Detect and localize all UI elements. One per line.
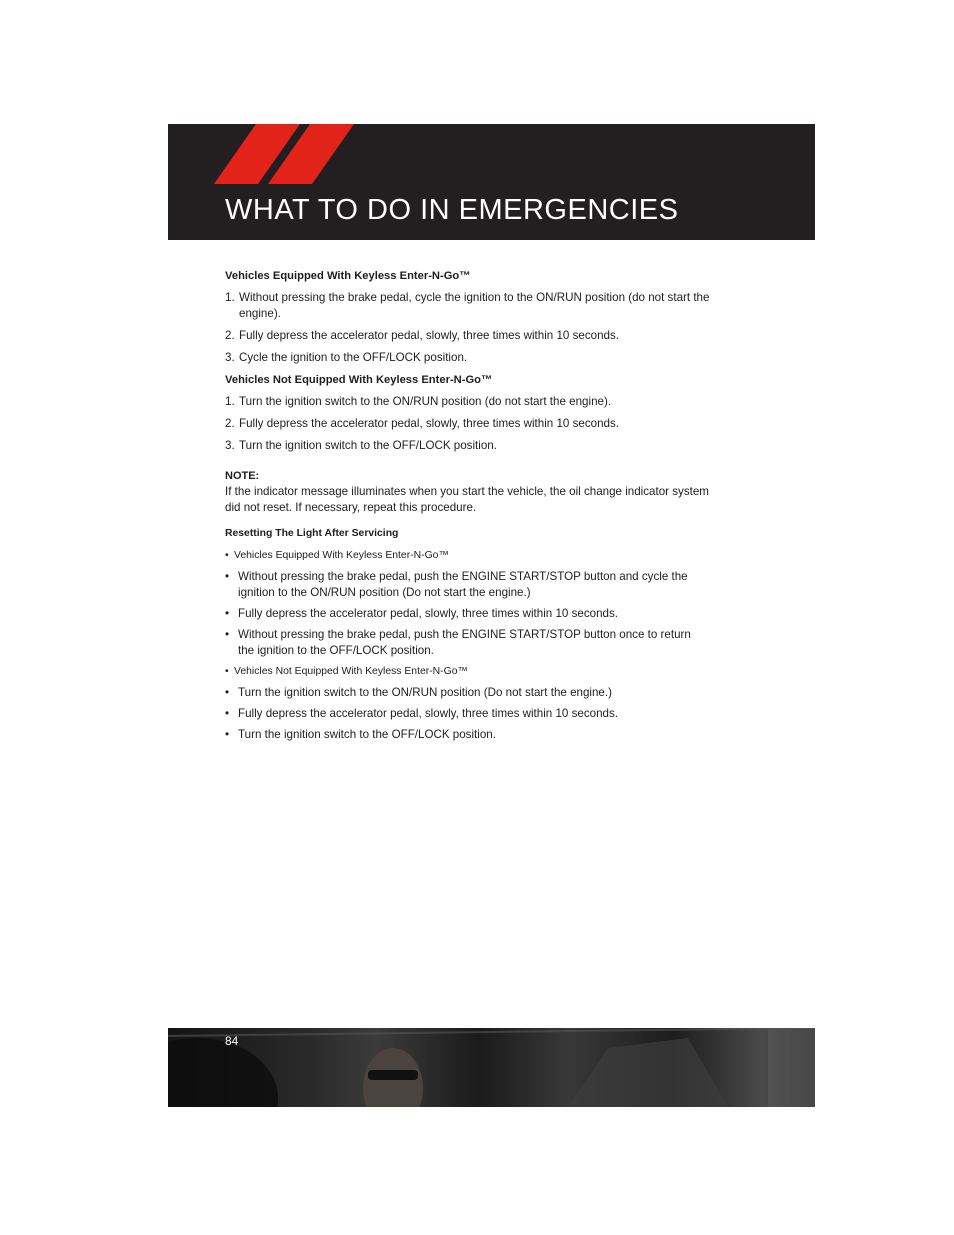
heading-keyless: Vehicles Equipped With Keyless Enter-N-Go™ (225, 270, 471, 282)
page-content (225, 268, 710, 748)
list-item (225, 290, 710, 322)
step-text: Fully depress the accelerator pedal, slowly, three times within 10 seconds. (239, 417, 619, 430)
page-title: WHAT TO DO IN EMERGENCIES (225, 194, 679, 226)
step-text: Without pressing the brake pedal, cycle the ignition to the ON/RUN position (do not start the engine). (239, 291, 710, 320)
step-text: Cycle the ignition to the OFF/LOCK position. (239, 351, 468, 364)
bullet-text: Without pressing the brake pedal, push the ENGINE START/STOP button once to return the ignition to the OFF/LOCK position. (238, 628, 691, 657)
list-item (225, 438, 710, 454)
note-text: If the indicator message illuminates when you start the vehicle, the oil change indicator system did not reset. If necessary, repeat this procedure. (225, 485, 709, 514)
list-item (225, 328, 710, 344)
bullet-icon: • (225, 707, 230, 720)
list-item (225, 685, 710, 701)
bullet-icon: • (225, 666, 229, 677)
page-number: 84 (225, 1034, 239, 1048)
step-number: 1. (225, 395, 235, 408)
step-number: 3. (225, 439, 235, 452)
heading-not-keyless: Vehicles Not Equipped With Keyless Enter-N-Go™ (225, 374, 493, 386)
list-item (225, 569, 710, 601)
bullet-icon: • (225, 628, 230, 641)
bullet-icon: • (225, 550, 229, 561)
list-item (225, 606, 710, 622)
step-text: Turn the ignition switch to the ON/RUN position (do not start the engine). (239, 395, 612, 408)
bullet-text: Fully depress the accelerator pedal, slowly, three times within 10 seconds. (238, 607, 618, 620)
steps-keyless (225, 290, 710, 366)
list-item (225, 416, 710, 432)
list-item (225, 627, 710, 659)
reset-steps-not-keyless (225, 685, 710, 743)
step-number: 2. (225, 417, 235, 430)
bullet-icon: • (225, 607, 230, 620)
heading-resetting: Resetting The Light After Servicing (225, 528, 399, 539)
step-number: 3. (225, 351, 235, 364)
step-text: Fully depress the accelerator pedal, slowly, three times within 10 seconds. (239, 329, 619, 342)
chapter-header (168, 124, 815, 240)
list-item (225, 706, 710, 722)
bullet-text: Without pressing the brake pedal, push the ENGINE START/STOP button and cycle the ignition to the ON/RUN position (Do not start the engine.) (238, 570, 688, 599)
list-item (225, 350, 710, 366)
group-label-text: Vehicles Equipped With Keyless Enter-N-Go™ (234, 550, 449, 561)
list-item (225, 394, 710, 410)
group-label-not-keyless (225, 664, 710, 680)
reset-steps-keyless (225, 569, 710, 659)
list-item (225, 727, 710, 743)
group-label-keyless (225, 548, 710, 564)
bullet-text: Fully depress the accelerator pedal, slowly, three times within 10 seconds. (238, 707, 618, 720)
group-label-text: Vehicles Not Equipped With Keyless Enter-N-Go™ (234, 666, 468, 677)
step-text: Turn the ignition switch to the OFF/LOCK position. (239, 439, 497, 452)
logo-stripes-icon (214, 124, 354, 184)
step-number: 2. (225, 329, 235, 342)
bullet-icon: • (225, 570, 230, 583)
footer-band (168, 1028, 815, 1107)
bullet-icon: • (225, 686, 230, 699)
note-label: NOTE: (225, 470, 260, 482)
steps-not-keyless (225, 394, 710, 454)
bullet-icon: • (225, 728, 230, 741)
bullet-text: Turn the ignition switch to the OFF/LOCK position. (238, 728, 496, 741)
bullet-text: Turn the ignition switch to the ON/RUN position (Do not start the engine.) (238, 686, 612, 699)
step-number: 1. (225, 291, 235, 304)
driver-photo-icon (168, 1028, 815, 1107)
